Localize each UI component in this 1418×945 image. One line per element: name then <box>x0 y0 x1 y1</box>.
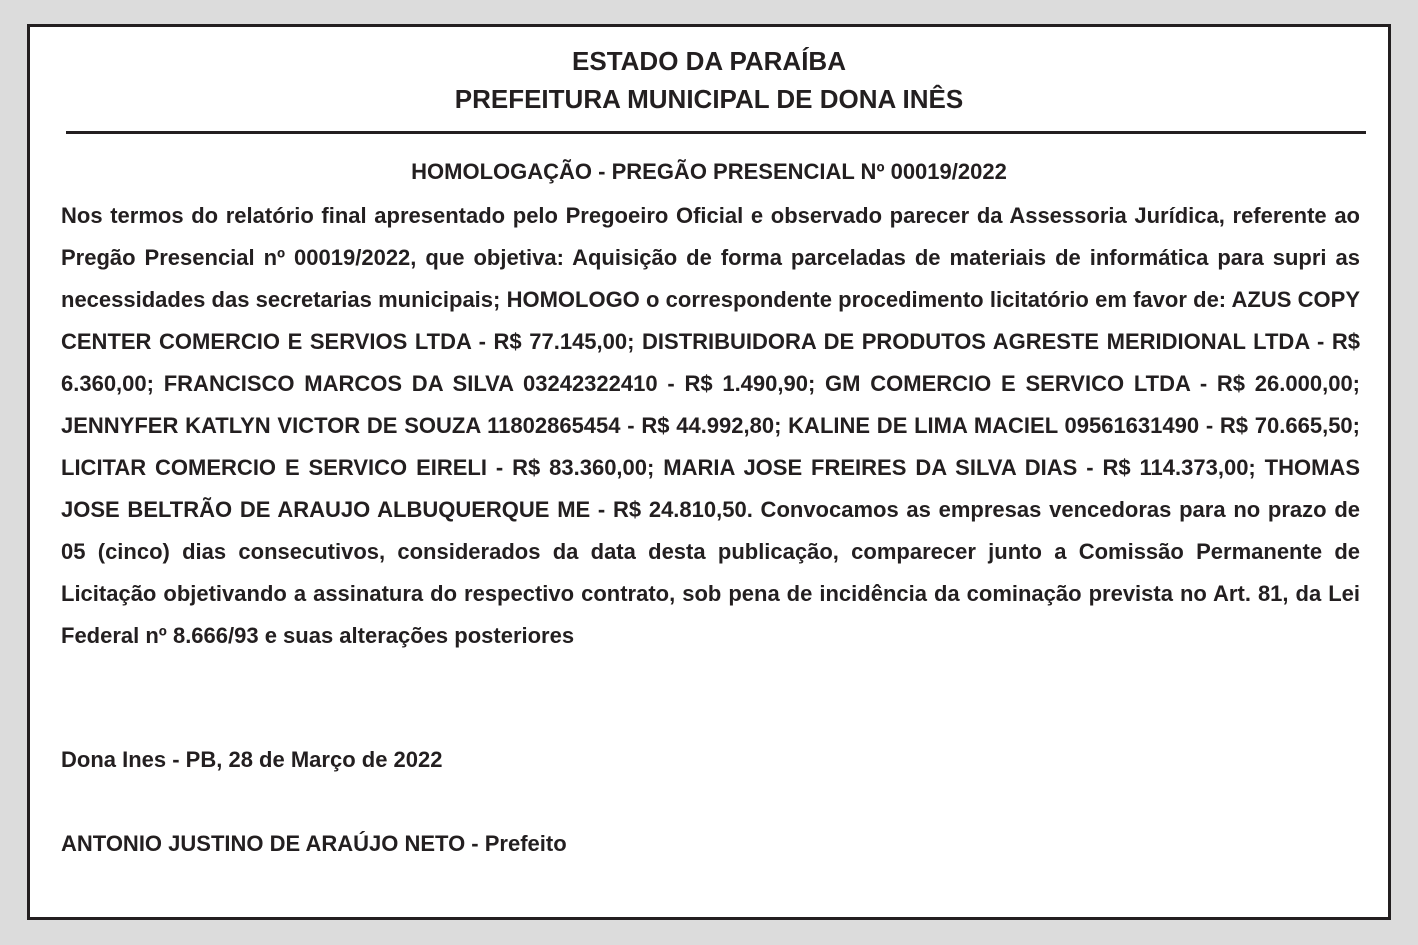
place-and-date: Dona Ines - PB, 28 de Março de 2022 <box>61 747 443 772</box>
state-name: ESTADO DA PARAÍBA <box>572 46 846 76</box>
official-notice <box>27 24 1391 920</box>
notice-header <box>30 42 1388 118</box>
notice-body: Nos termos do relatório final apresentado pelo Pregoeiro Oficial e observado parecer da Assessoria Jurídica, referente ao Pregão Presencial nº 00019/2022, que objetiva: Aquisição de forma parceladas de materiais de informática para supri as necessidades das secretarias municipais; HOMOLOGO o correspondente procedimento licitatório em favor de: AZUS COPY CENTER COMERCIO E SERVIOS LTDA - R$ 77.145,00; DISTRIBUIDORA DE PRODUTOS AGRESTE MERIDIONAL LTDA - R$ 6.360,00; FRANCISCO MARCOS DA SILVA 03242322410 - R$ 1.490,90; GM COMERCIO E SERVICO LTDA - R$ 26.000,00; JENNYFER KATLYN VICTOR DE SOUZA 11802865454 - R$ 44.992,80; KALINE DE LIMA MACIEL 09561631490 - R$ 70.665,50; LICITAR COMERCIO E SERVICO EIRELI - R$ 83.360,00; MARIA JOSE FREIRES DA SILVA DIAS - R$ 114.373,00; THOMAS JOSE BELTRÃO DE ARAUJO ALBUQUERQUE ME - R$ 24.810,50. Convocamos as empresas vencedoras para no prazo de 05 (cinco) dias consecutivos, considerados da data desta publicação, comparecer junto a Comissão Permanente de Licitação objetivando a assinatura do respectivo contrato, sob pena de incidência da cominação prevista no Art. 81, da Lei Federal nº 8.666/93 e suas alterações posteriores <box>61 203 1360 648</box>
municipality-name: PREFEITURA MUNICIPAL DE DONA INÊS <box>454 84 964 114</box>
notice-title: HOMOLOGAÇÃO - PREGÃO PRESENCIAL Nº 00019/2022 <box>411 159 1007 184</box>
signature-line: ANTONIO JUSTINO DE ARAÚJO NETO - Prefeito <box>61 831 567 856</box>
header-divider <box>66 131 1366 134</box>
